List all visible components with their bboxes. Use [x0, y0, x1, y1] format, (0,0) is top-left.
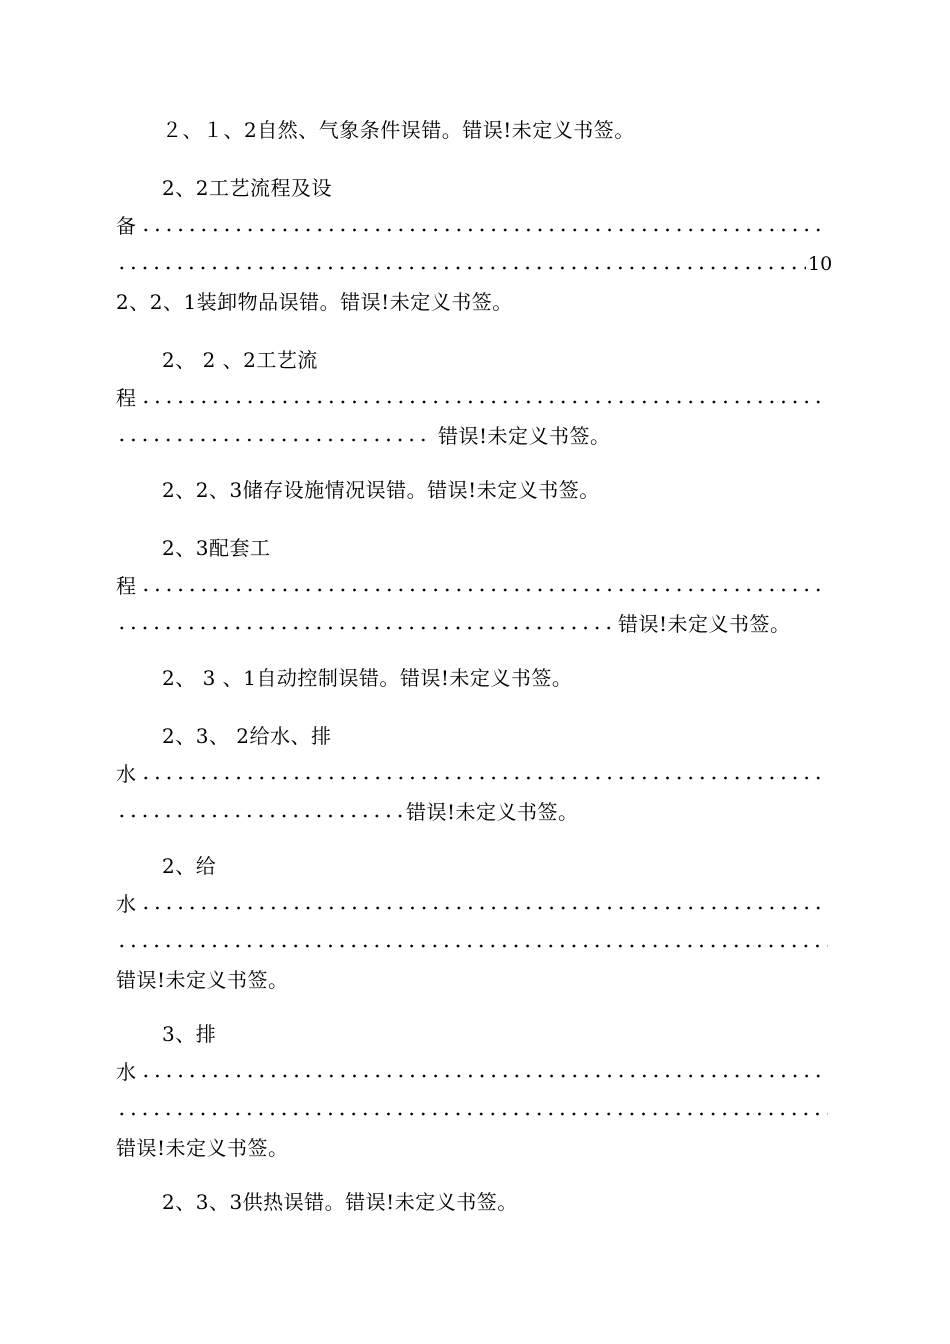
toc-entry-continuation: 水 [116, 762, 137, 786]
page-number: 10 [808, 253, 833, 275]
leader-dots [140, 400, 828, 404]
toc-entry[interactable]: 2、 2 、2工艺流 [162, 348, 318, 372]
toc-entry[interactable]: 3、排 [162, 1022, 217, 1046]
toc-entry[interactable]: 2、2工艺流程及设 [162, 176, 332, 200]
toc-entry[interactable]: ２、１、2自然、气象条件误错。错误!未定义书签。 [162, 118, 635, 142]
bookmark-error: 错误!未定义书签。 [116, 1136, 289, 1160]
toc-entry[interactable]: 2、给 [162, 854, 217, 878]
bookmark-error: 错误!未定义书签。 [438, 424, 611, 448]
toc-entry[interactable]: 2、3配套工 [162, 536, 271, 560]
leader-dots [116, 944, 828, 948]
leader-dots [116, 266, 806, 270]
toc-entry-continuation: 程 [116, 574, 137, 598]
leader-dots [116, 814, 402, 818]
leader-dots [140, 906, 828, 910]
toc-entry-continuation: 程 [116, 386, 137, 410]
leader-dots [140, 1074, 828, 1078]
toc-entry[interactable]: 2、 3 、1自动控制误错。错误!未定义书签。 [162, 666, 573, 690]
leader-dots [116, 438, 432, 442]
leader-dots [140, 588, 828, 592]
bookmark-error: 错误!未定义书签。 [618, 612, 791, 636]
toc-entry[interactable]: 2、2、1装卸物品误错。错误!未定义书签。 [116, 290, 513, 314]
toc-entry-continuation: 水 [116, 1060, 137, 1084]
leader-dots [116, 626, 614, 630]
toc-entry-continuation: 备 [116, 214, 137, 238]
toc-entry[interactable]: 2、3、 2给水、排 [162, 724, 332, 748]
toc-entry[interactable]: 2、2、3储存设施情况误错。错误!未定义书签。 [162, 478, 600, 502]
toc-entry[interactable]: 2、3、3供热误错。错误!未定义书签。 [162, 1190, 518, 1214]
leader-dots [116, 1112, 828, 1116]
bookmark-error: 错误!未定义书签。 [406, 800, 579, 824]
leader-dots [140, 228, 828, 232]
leader-dots [140, 776, 828, 780]
toc-entry-continuation: 水 [116, 892, 137, 916]
bookmark-error: 错误!未定义书签。 [116, 968, 289, 992]
